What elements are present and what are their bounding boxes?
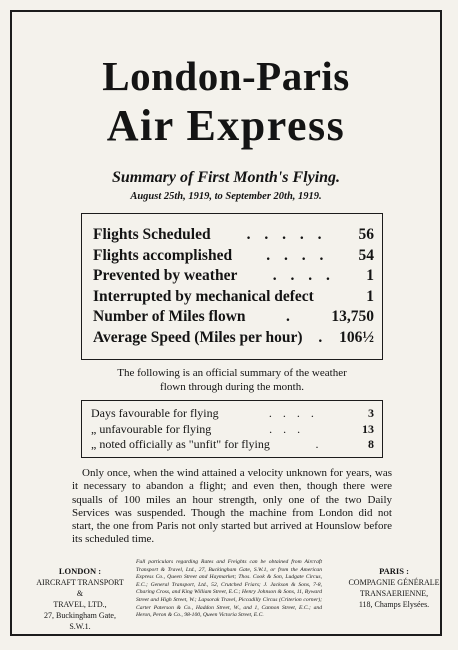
stat-label: Flights accomplished <box>93 246 233 264</box>
stat-row <box>93 329 374 350</box>
booking-agents-note: Full particulars regarding Rates and Freights can be obtained from Aircraft Transport & Travel, Ltd., 27, Buckingham Gate, S.W.1, or from the American Express Co., Queen Street and Haymarket; Thos. Cook & Son, Ludgate Circus, E.C.; General Transport, Ltd., 52, Crutched Friars; J. Jackson & Sons, 7-8, Charing Cross, and King William Street, E.C.; Henry Johnson & Sons, 11, Byward Street and High Street, W.; Lapsorak Travel, Piccadilly Circus (Criterion corner); Carter Paterson & Co., Haddon Street, W., and 1, Cannon Street, E.C.; and Heron, Peron & Co., 98-100, Queen Victoria Street, E.C. <box>136 559 322 619</box>
weather-value: 8 <box>368 437 374 451</box>
leader-dots: . . . . <box>272 267 335 284</box>
weather-value: 3 <box>368 406 374 420</box>
leader-dots: . <box>318 328 328 346</box>
stat-value: 54 <box>358 246 374 264</box>
stat-value: 1 <box>366 267 374 284</box>
stat-value: 56 <box>358 226 374 243</box>
london-address: 27, Buckingham Gate, S.W.1. <box>44 611 116 631</box>
weather-value: 13 <box>362 421 374 436</box>
stat-value: 106½ <box>339 328 374 346</box>
paris-company-line-1: COMPAGNIE GÉNÉRALE <box>348 578 440 587</box>
stat-row <box>93 267 374 288</box>
leader-dots: . . . . <box>268 406 318 420</box>
paris-company-line-2: TRANSAERIENNE, <box>359 589 429 598</box>
weather-row <box>91 406 374 422</box>
stat-value: 1 <box>366 287 374 305</box>
weather-row <box>91 422 374 438</box>
weather-intro: The following is an official summary of the weather flown through during the month. <box>117 367 347 393</box>
leader-dots: . . . . <box>266 246 329 264</box>
stat-row <box>93 288 374 309</box>
leader-dots: . <box>286 308 295 325</box>
paris-heading: PARIS : <box>379 566 409 576</box>
paris-address: 118, Champs Elysées. <box>358 600 430 609</box>
advertisement-page <box>10 10 442 636</box>
london-company-line-1: AIRCRAFT TRANSPORT & <box>36 578 124 598</box>
weather-label: „ unfavourable for flying <box>91 421 212 436</box>
london-company-line-2: TRAVEL, LTD., <box>53 600 107 609</box>
date-range: August 25th, 1919, to September 20th, 1919. <box>130 191 322 202</box>
leader-dots: . <box>315 437 323 451</box>
flight-stats-box <box>81 213 383 360</box>
headline-line-1: London-Paris <box>102 53 350 99</box>
weather-summary-box <box>81 400 383 458</box>
stat-label: Interrupted by mechanical defect <box>93 287 314 305</box>
stat-label: Flights Scheduled <box>93 226 211 243</box>
leader-dots: . . . <box>269 421 305 436</box>
subtitle: Summary of First Month's Flying. <box>111 169 341 186</box>
stat-row <box>93 308 374 329</box>
headline-line-2: Air Express <box>106 101 346 150</box>
stat-label: Average Speed (Miles per hour) <box>93 328 303 346</box>
london-heading: LONDON : <box>58 566 102 576</box>
weather-label: „ noted officially as "unfit" for flying <box>91 437 270 451</box>
weather-label: Days favourable for flying <box>91 406 219 420</box>
stat-label: Prevented by weather <box>93 267 238 284</box>
stat-row <box>93 226 374 247</box>
body-paragraph: Only once, when the wind attained a velocity unknown for years, was it necessary to abandon a flight; and even then, though there were squalls of 100 miles an hour strength, only one of the two Daily Services was suspended. Though the machine from London did not start, the one from Paris not only started but arrived at Hounslow before its scheduled time. <box>72 467 392 546</box>
stat-label: Number of Miles flown <box>93 308 246 325</box>
leader-dots: . . . . . <box>246 226 327 243</box>
weather-row <box>91 437 374 453</box>
stat-value: 13,750 <box>331 308 374 325</box>
stat-row <box>93 247 374 268</box>
london-contact <box>34 566 126 632</box>
paris-contact <box>344 566 444 610</box>
